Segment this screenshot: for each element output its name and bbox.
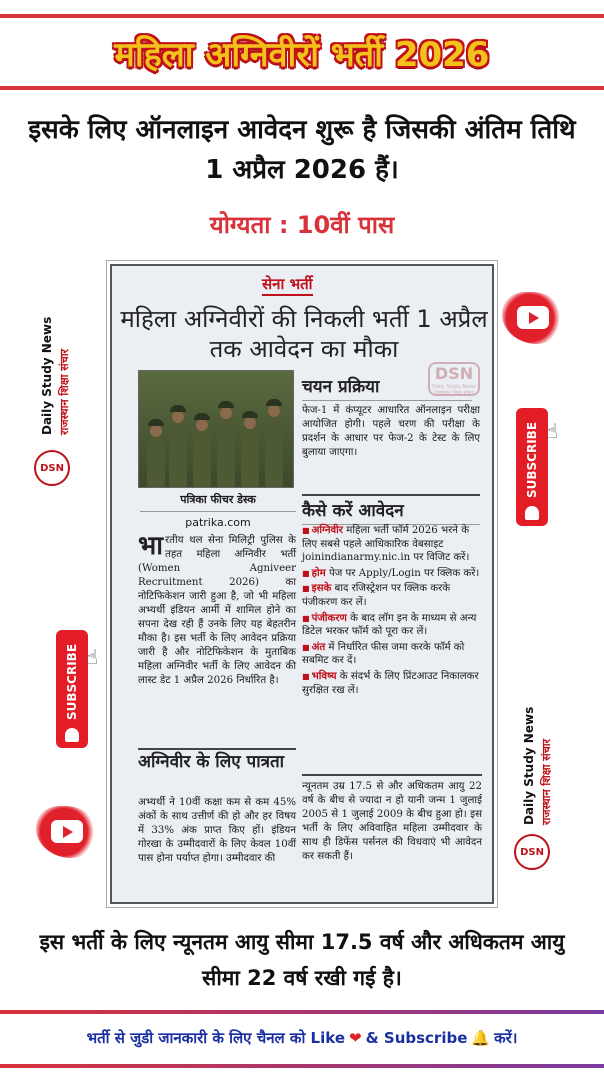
title-underline (0, 86, 604, 90)
step-lead: अंत (311, 641, 326, 653)
footer-text-before: भर्ती से जुडी जानकारी के लिए चैनल को Like (86, 1029, 346, 1047)
list-item (302, 567, 482, 581)
top-rule (0, 14, 604, 18)
footer-text-middle: & Subscribe (365, 1029, 468, 1047)
army-photo (138, 370, 294, 488)
left-pointer-hand-icon: ☝ (86, 645, 99, 669)
step-text: महिला भर्ती फॉर्म 2026 भरने के लिए सबसे पहले आधिकारिक वेबसाइट joinindianarmy.nic.in पर विजिट करें। (302, 525, 470, 564)
left-subscribe-badge[interactable] (56, 630, 88, 748)
list-item (302, 612, 482, 639)
left-dsn-logo-text: DSN (40, 462, 64, 474)
list-item (302, 641, 482, 668)
dsn-watermark-sub: Daily Study News राजस्थान शिक्षा संचार (432, 384, 476, 396)
clipping-category: सेना भर्ती (262, 274, 313, 296)
intro-text: भारतीय थल सेना मिलिट्री पुलिस के तहत महिला अग्निवीर भर्ती (Women Agniveer Recruitment 2026) का नोटिफिकेशन जारी हुआ है, जो भी महिला अभ्यर्थी इंडियन आर्मी में शामिल होने का सपना देख रही हैं उनके लिए यह बेहतरीन मौका है। इस भर्ती के लिए आवेदन प्रक्रिया जारी है और नोटिफिकेशन के मुताबिक महिला अग्निवीर भर्ती के लिए आवेदन की लास्ट डेट 1 अप्रैल 2026 निर्धारित है। (138, 531, 296, 686)
right-dsn-logo-text: DSN (520, 846, 544, 858)
right-dsn-logo (514, 834, 550, 870)
right-brand-tagline: राजस्थान शिक्षा संचार (540, 738, 553, 825)
bottom-note: इस भर्ती के लिए न्यूनतम आयु सीमा 17.5 वर्ष और अधिकतम आयु सीमा 22 वर्ष रखी गई है। (39, 930, 565, 990)
heart-icon: ❤ (349, 1029, 362, 1047)
step-lead: होम (311, 567, 326, 579)
eligibility-heading: अग्निवीर के लिए पात्रता (138, 748, 296, 773)
qualification-text: योग्यता : 10वीं पास (209, 211, 395, 239)
left-youtube-icon[interactable] (36, 806, 98, 858)
list-item (302, 670, 482, 697)
footer-bar (0, 1014, 604, 1062)
clipping-headline: महिला अग्निवीरों की निकली भर्ती 1 अप्रैल तक आवेदन का मौका (120, 305, 488, 363)
list-item (302, 524, 482, 565)
step-lead: इसके (311, 583, 332, 595)
footer-text-after: करें। (494, 1029, 518, 1047)
left-bell-icon (65, 728, 79, 742)
step-lead: पंजीकरण (311, 612, 347, 624)
step-text: के संदर्भ के लिए प्रिंटआउट निकालकर सुरक्षित रख लें। (302, 670, 479, 696)
right-bell-icon (525, 506, 539, 520)
dsn-watermark-text: DSN (434, 364, 474, 383)
photo-credit: पत्रिका फीचर डेस्क (140, 492, 296, 512)
right-subscribe-text: SUBSCRIBE (525, 421, 539, 498)
age-limit-text: न्यूनतम उम्र 17.5 से और अधिकतम आयु 22 वर्ष के बीच से ज्यादा न हो यानी जन्म 1 जुलाई 2005 से 1 जुलाई 2009 के बीच हुआ हो। इस भर्ती के लिए अविवाहित महिला उम्मीदवार के साथ ही डिफेंस पर्सनल की विधवाएं भी आवेदन कर सकती हैं। (302, 774, 482, 864)
left-brand-tagline: राजस्थान शिक्षा संचार (58, 348, 71, 435)
footer-bottom-rule (0, 1064, 604, 1068)
dsn-watermark (428, 362, 480, 396)
title-banner (0, 22, 604, 84)
newspaper-clipping (110, 264, 494, 904)
selection-heading: चयन प्रक्रिया (302, 374, 472, 401)
right-brand-name: Daily Study News (522, 706, 536, 825)
right-brand (508, 690, 568, 910)
bell-icon: 🔔 (471, 1029, 491, 1047)
left-brand-name: Daily Study News (40, 316, 54, 435)
left-dsn-logo (34, 450, 70, 486)
clipping-source: patrika.com (185, 516, 251, 529)
right-pointer-hand-icon: ☝ (546, 419, 559, 443)
step-lead: भविष्य (311, 670, 337, 682)
page-title: महिला अग्निवीरों भर्ती 2026 (114, 35, 490, 75)
selection-text: फेज-1 में कंप्यूटर आधारित ऑनलाइन परीक्षा आयोजित होगी। पहले चरण की परीक्षा के प्रदर्शन के आधार पर फेज-2 के टेस्ट के लिए बुलाया जाएगा। (302, 405, 480, 458)
step-text: पेज पर Apply/Login पर क्लिक करें। (325, 567, 480, 579)
apply-heading: कैसे करें आवेदन (302, 494, 480, 525)
right-youtube-icon[interactable] (502, 292, 564, 344)
eligibility-text: अभ्यर्थी ने 10वीं कक्षा कम से कम 45% अंकों के साथ उत्तीर्ण की हो और हर विषय में 33% अंक प्राप्त किए हों। इंडियन गोरखा के उम्मीदवारों के लिए केवल 10वीं पास होना पर्याप्त होगा। उम्मीदवार की (138, 797, 296, 864)
apply-steps-list (302, 524, 482, 699)
step-text: बाद रजिस्ट्रेशन पर क्लिक करके पंजीकरण कर लें। (302, 583, 451, 608)
headline-text: इसके लिए ऑनलाइन आवेदन शुरू है जिसकी अंतिम तिथि 1 अप्रैल 2026 हैं। (28, 115, 576, 185)
left-subscribe-text: SUBSCRIBE (65, 643, 79, 720)
step-text: के बाद लॉग इन के माध्यम से अन्य डिटेल भरकर फॉर्म को पूरा कर लें। (302, 612, 477, 638)
list-item (302, 582, 482, 609)
left-brand (30, 300, 90, 520)
right-subscribe-badge[interactable] (516, 408, 548, 526)
step-text: में निर्धारित फीस जमा करके फॉर्म को सबमिट कर दें। (302, 641, 465, 667)
step-lead: अग्निवीर (311, 525, 343, 536)
